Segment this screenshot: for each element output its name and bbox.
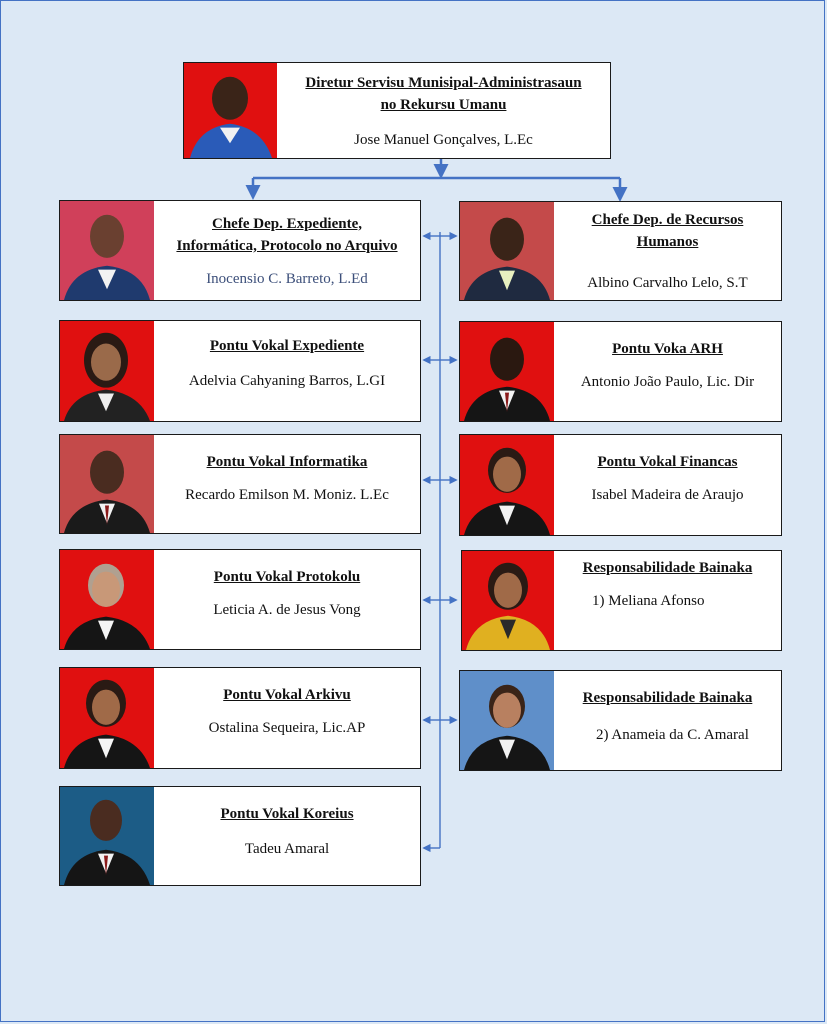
card-text (554, 435, 781, 535)
person-photo (60, 668, 154, 768)
left-card-4 (59, 549, 421, 650)
role-line1: Pontu Vokal Protokolu (213, 569, 361, 585)
card-text (154, 321, 420, 421)
director-card (183, 62, 611, 159)
person-name: Recardo Emilson M. Moniz. L.Ec (185, 487, 389, 503)
director-role-line1: Diretur Servisu Munisipal-Administrasaun (305, 74, 582, 91)
right-card-3 (459, 434, 782, 536)
person-name: Tadeu Amaral (244, 841, 330, 857)
role-line1: Chefe Dep. de Recursos (591, 212, 744, 228)
right-card-2 (459, 321, 782, 422)
right-card-4 (461, 550, 782, 651)
role-line1: Responsabilidade Bainaka (582, 690, 753, 706)
right-card-1 (459, 201, 782, 301)
director-role-line2: no Rekursu Umanu (380, 96, 507, 113)
person-photo (60, 550, 154, 649)
role-line2: Informática, Protocolo no Arquivo (176, 237, 398, 254)
person-photo (460, 435, 554, 535)
person-name: Leticia A. de Jesus Vong (213, 602, 361, 618)
director-text (277, 63, 610, 158)
card-text (154, 435, 420, 533)
card-text (154, 550, 420, 649)
card-text (154, 201, 420, 300)
person-name: Antonio João Paulo, Lic. Dir (580, 374, 755, 390)
role-line1: Chefe Dep. Expediente, (212, 215, 362, 232)
role-line1: Pontu Vokal Informatika (206, 454, 368, 470)
director-photo (184, 63, 277, 158)
left-card-2 (59, 320, 421, 422)
card-text (554, 551, 781, 650)
person-photo (460, 322, 554, 421)
right-card-5 (459, 670, 782, 771)
role-line1: Pontu Voka ARH (612, 341, 723, 357)
person-name: Adelvia Cahyaning Barros, L.GI (188, 373, 386, 389)
person-name: 1) Meliana Afonso (592, 593, 705, 609)
person-photo (460, 202, 554, 300)
person-photo (60, 787, 154, 885)
person-photo (60, 201, 154, 300)
person-photo (60, 321, 154, 421)
left-card-1 (59, 200, 421, 301)
card-text (154, 787, 420, 885)
person-photo (460, 671, 554, 770)
role-line1: Responsabilidade Bainaka (582, 560, 753, 576)
card-text (554, 202, 781, 300)
person-name: Albino Carvalho Lelo, S.T (587, 275, 748, 291)
role-line1: Pontu Vokal Expediente (209, 338, 365, 354)
card-text (554, 322, 781, 421)
role-line1: Pontu Vokal Financas (597, 454, 738, 470)
card-text (554, 671, 781, 770)
person-name: Ostalina Sequeira, Lic.AP (208, 720, 366, 736)
role-line1: Pontu Vokal Koreius (220, 806, 354, 822)
left-card-6 (59, 786, 421, 886)
director-name: Jose Manuel Gonçalves, L.Ec (354, 131, 533, 148)
role-line2: Humanos (636, 234, 699, 250)
left-card-3 (59, 434, 421, 534)
left-card-5 (59, 667, 421, 769)
person-name: Isabel Madeira de Araujo (591, 487, 744, 503)
person-name: Inocensio C. Barreto, L.Ed (206, 270, 368, 287)
person-name: 2) Anameia da C. Amaral (596, 727, 749, 743)
person-photo (462, 551, 554, 650)
card-text (154, 668, 420, 768)
person-photo (60, 435, 154, 533)
role-line1: Pontu Vokal Arkivu (223, 687, 351, 703)
